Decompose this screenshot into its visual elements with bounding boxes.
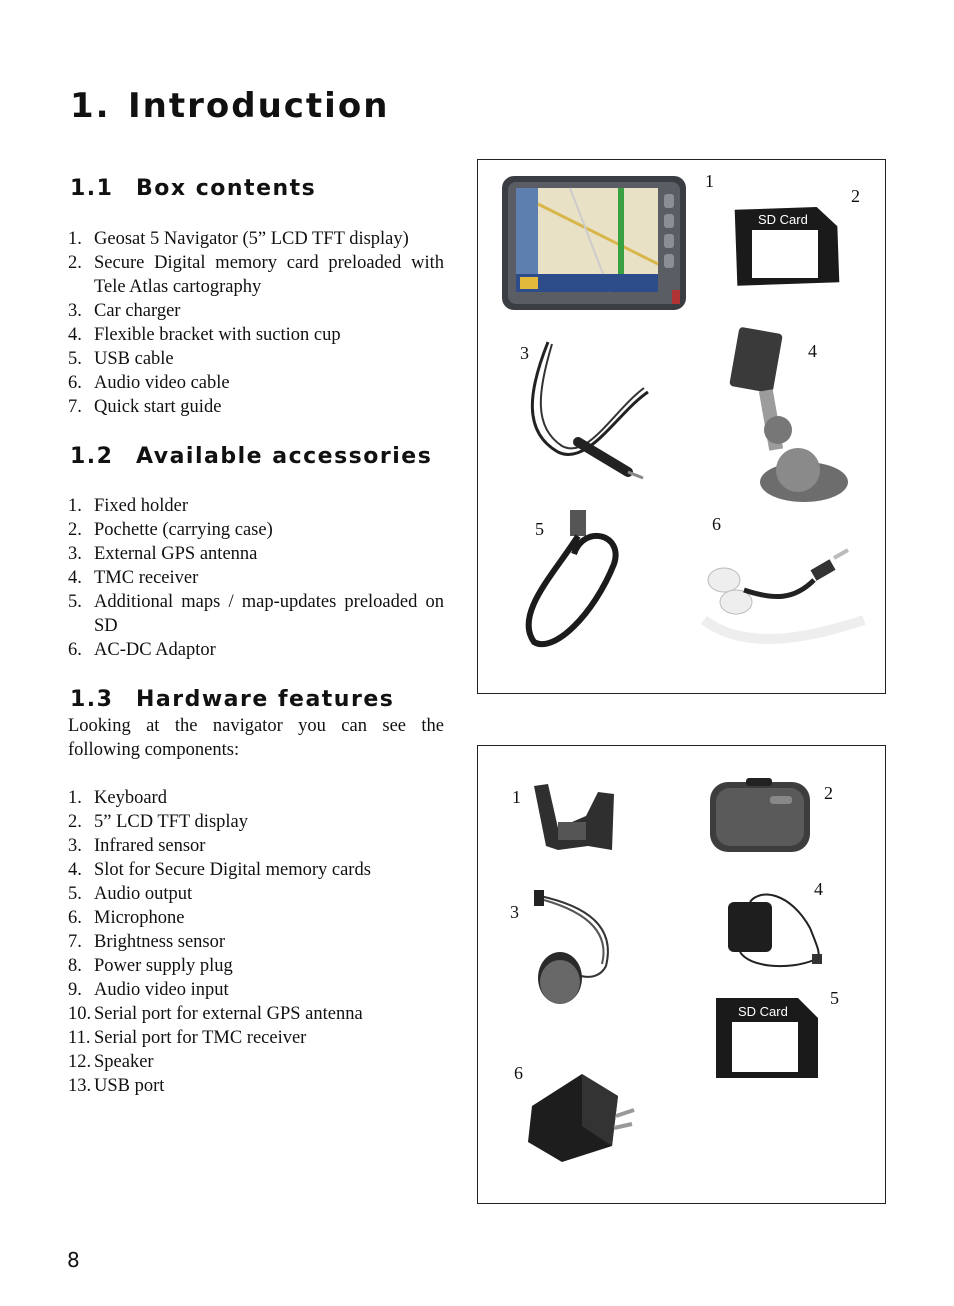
figure-label: 3 <box>510 902 519 922</box>
box-contents-figure <box>477 159 886 694</box>
figure-label: 4 <box>814 879 823 899</box>
list-item: 4. Flexible bracket with suction cup <box>68 325 341 345</box>
figure-label: 5 <box>830 988 839 1008</box>
gps-antenna-image <box>526 886 636 1016</box>
list-item: 4. TMC receiver <box>68 568 199 588</box>
sd-card-label: SD Card <box>758 212 808 227</box>
section-heading-hardware-features: 1.3 Hardware features <box>70 687 395 712</box>
list-item: 1. Fixed holder <box>68 496 189 516</box>
figure-label: 6 <box>514 1063 523 1083</box>
title-number: 1. <box>70 86 111 126</box>
list-item: 3. External GPS antenna <box>68 544 258 564</box>
sd-card-image <box>732 204 842 288</box>
page-title <box>70 86 389 126</box>
car-charger-image <box>518 332 668 482</box>
fixed-holder-image <box>528 780 624 856</box>
list-item: 5. Audio output <box>68 884 193 904</box>
page-number: 8 <box>67 1248 80 1272</box>
ac-dc-adaptor-image <box>522 1066 662 1166</box>
accessories-list <box>68 494 444 662</box>
list-item: 10. Serial port for external GPS antenna <box>68 1004 363 1024</box>
section-heading-box-contents: 1.1 Box contents <box>70 176 317 201</box>
list-item: 11. Serial port for TMC receiver <box>68 1028 307 1048</box>
list-item: 3. Infrared sensor <box>68 836 206 856</box>
list-item: 12. Speaker <box>68 1052 154 1072</box>
figure-label: 1 <box>705 171 714 191</box>
usb-cable-image <box>514 504 644 654</box>
navigator-device-image <box>500 174 690 314</box>
list-item: 2. Pochette (carrying case) <box>68 520 273 540</box>
sd-card-label: SD Card <box>738 1004 788 1019</box>
figure-label: 4 <box>808 341 817 361</box>
list-item: 6. Audio video cable <box>68 373 230 393</box>
figure-label: 2 <box>851 186 860 206</box>
list-item: 6. Microphone <box>68 908 185 928</box>
figure-label: 2 <box>824 783 833 803</box>
figure-label: 3 <box>520 343 529 363</box>
hardware-intro: Looking at the navigator you can see the following components: <box>68 716 444 760</box>
list-item: 13. USB port <box>68 1076 165 1096</box>
list-item: 3. Car charger <box>68 301 181 321</box>
list-item: 5. USB cable <box>68 349 174 369</box>
list-item: 7. Quick start guide <box>68 397 222 417</box>
list-item: 8. Power supply plug <box>68 956 233 976</box>
sd-card-image <box>712 994 822 1084</box>
section-heading-available-accessories: 1.2 Available accessories <box>70 444 433 469</box>
hardware-features-list <box>68 786 444 1098</box>
list-item: 7. Brightness sensor <box>68 932 226 952</box>
accessories-figure <box>477 745 886 1204</box>
figure-label: 5 <box>535 519 544 539</box>
list-item: 2. Secure Digital memory card preloaded with Tele Atlas cartography <box>68 253 444 297</box>
box-contents-list <box>68 227 444 419</box>
carrying-case-image <box>706 774 816 856</box>
figure-label: 6 <box>712 514 721 534</box>
list-item: 4. Slot for Secure Digital memory cards <box>68 860 371 880</box>
audio-video-cable-image <box>684 540 874 670</box>
list-item: 1. Keyboard <box>68 788 167 808</box>
bracket-suction-cup-image <box>718 320 858 510</box>
figure-label: 1 <box>512 787 521 807</box>
list-item: 1. Geosat 5 Navigator (5” LCD TFT display) <box>68 229 409 249</box>
list-item: 6. AC-DC Adaptor <box>68 640 216 660</box>
title-text: Introduction <box>128 86 390 126</box>
tmc-receiver-image <box>720 888 830 978</box>
list-item: 2. 5” LCD TFT display <box>68 812 248 832</box>
list-item: 9. Audio video input <box>68 980 229 1000</box>
list-item: 5. Additional maps / map-updates preloaded on SD <box>68 592 444 636</box>
